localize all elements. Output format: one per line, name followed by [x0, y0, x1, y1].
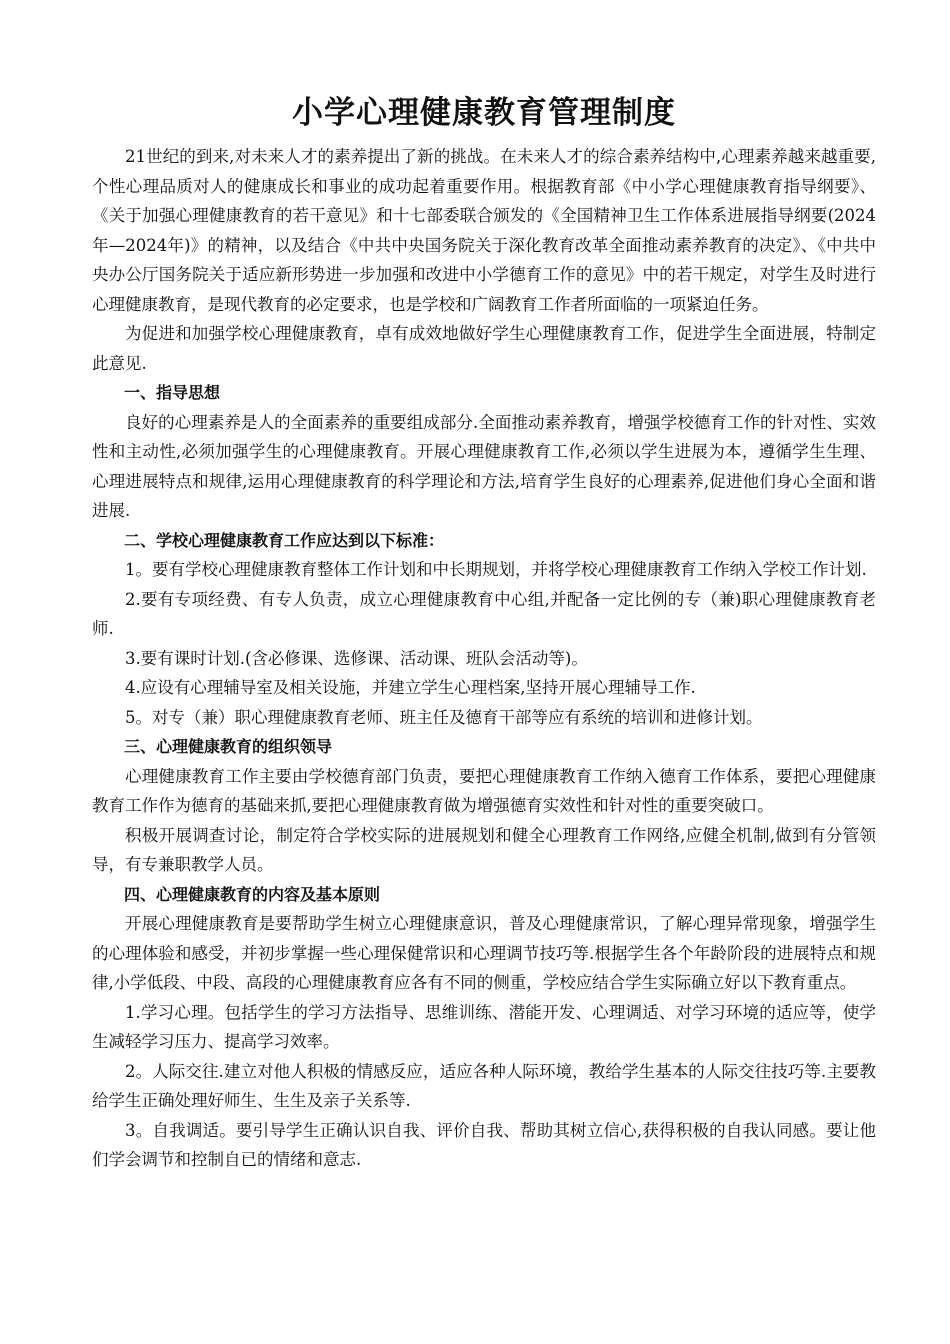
content-item-2: 2。人际交往.建立对他人积极的情感反应，适应各种人际环境，教给学生基本的人际交往技巧等.主要教给学生正确处理好师生、生生及亲子关系等.	[92, 1061, 876, 1110]
paragraph-leadership-1: 心理健康教育工作主要由学校德育部门负责，要把心理健康教育工作纳入德育工作体系，要把心理健康教育工作作为德育的基础来抓,要把心理健康教育做为增强德育实效性和针对性的重要突破口。	[92, 766, 876, 815]
section-heading-3: 三、心理健康教育的组织领导	[124, 737, 333, 756]
standard-item-3: 3.要有课时计划.(含必修课、选修课、活动课、班队会活动等)。	[125, 648, 588, 668]
content-item-1: 1.学习心理。包括学生的学习方法指导、思维训练、潜能开发、心理调适、对学习环境的适应等，使学生减轻学习压力、提高学习效率。	[92, 1002, 876, 1051]
paragraph-content-intro: 开展心理健康教育是要帮助学生树立心理健康意识，普及心理健康常识，了解心理异常现象，增强学生的心理体验和感受，并初步掌握一些心理保健常识和心理调节技巧等.根据学生各个年龄阶段的进展特点和规律,小学低段、中段、高段的心理健康教育应各有不同的侧重，学校应结合学生实际确立好以下教育重点。	[92, 914, 876, 992]
standard-item-2: 2.要有专项经费、有专人负责，成立心理健康教育中心组,并配备一定比例的专（兼)职心理健康教育老师.	[92, 589, 876, 638]
section-heading-4: 四、心理健康教育的内容及基本原则	[124, 884, 381, 904]
section-heading-1: 一、指导思想	[124, 383, 221, 402]
standard-item-1: 1。要有学校心理健康教育整体工作计划和中长期规划，并将学校心理健康教育工作纳入学校工作计划.	[125, 560, 867, 579]
standard-item-4: 4.应设有心理辅导室及相关设施，并建立学生心理档案,坚持开展心理辅导工作.	[125, 678, 696, 697]
standard-item-5: 5。对专（兼）职心理健康教育老师、班主任及德育干部等应有系统的培训和进修计划。	[125, 707, 763, 727]
paragraph-intro: 21世纪的到来,对未来人才的素养提出了新的挑战。在未来人才的综合素养结构中,心理素养越来越重要,个性心理品质对人的健康成长和事业的成功起着重要作用。根据教育部《中小学心理健康教育指导纲要》、《关于加强心理健康教育的若干意见》和十七部委联合颁发的《全国精神卫生工作体系进展指导纲要(2024年—2024年)》的精神，以及结合《中共中央国务院关于深化教育改革全面推动素养教育的决定》、《中共中央办公厅国务院关于适应新形势进一步加强和改进中小学德育工作的意见》中的若干规定，对学生及时进行心理健康教育，是现代教育的必定要求，也是学校和广阔教育工作者所面临的一项紧迫任务。	[92, 147, 876, 314]
section-heading-2: 二、学校心理健康教育工作应达到以下标准：	[124, 530, 445, 550]
content-item-3: 3。自我调适。要引导学生正确认识自我、评价自我、帮助其树立信心,获得积极的自我认同感。要让他们学会调节和控制自已的情绪和意志.	[92, 1120, 876, 1169]
document-body	[92, 142, 876, 1175]
paragraph-purpose: 为促进和加强学校心理健康教育，卓有成效地做好学生心理健康教育工作，促进学生全面进展，特制定此意见.	[92, 324, 876, 373]
paragraph-guiding-idea: 良好的心理素养是人的全面素养的重要组成部分.全面推动素养教育，增强学校德育工作的针对性、实效性和主动性,必须加强学生的心理健康教育。开展心理健康教育工作,必须以学生进展为本，遵循学生生理、心理进展特点和规律,运用心理健康教育的科学理论和方法,培育学生良好的心理素养,促进他们身心全面和谐进展.	[92, 412, 876, 520]
paragraph-leadership-2: 积极开展调查讨论，制定符合学校实际的进展规划和健全心理教育工作网络,应健全机制,做到有分管领导，有专兼职教学人员。	[92, 825, 876, 874]
page-title: 小学心理健康教育管理制度	[292, 95, 676, 131]
